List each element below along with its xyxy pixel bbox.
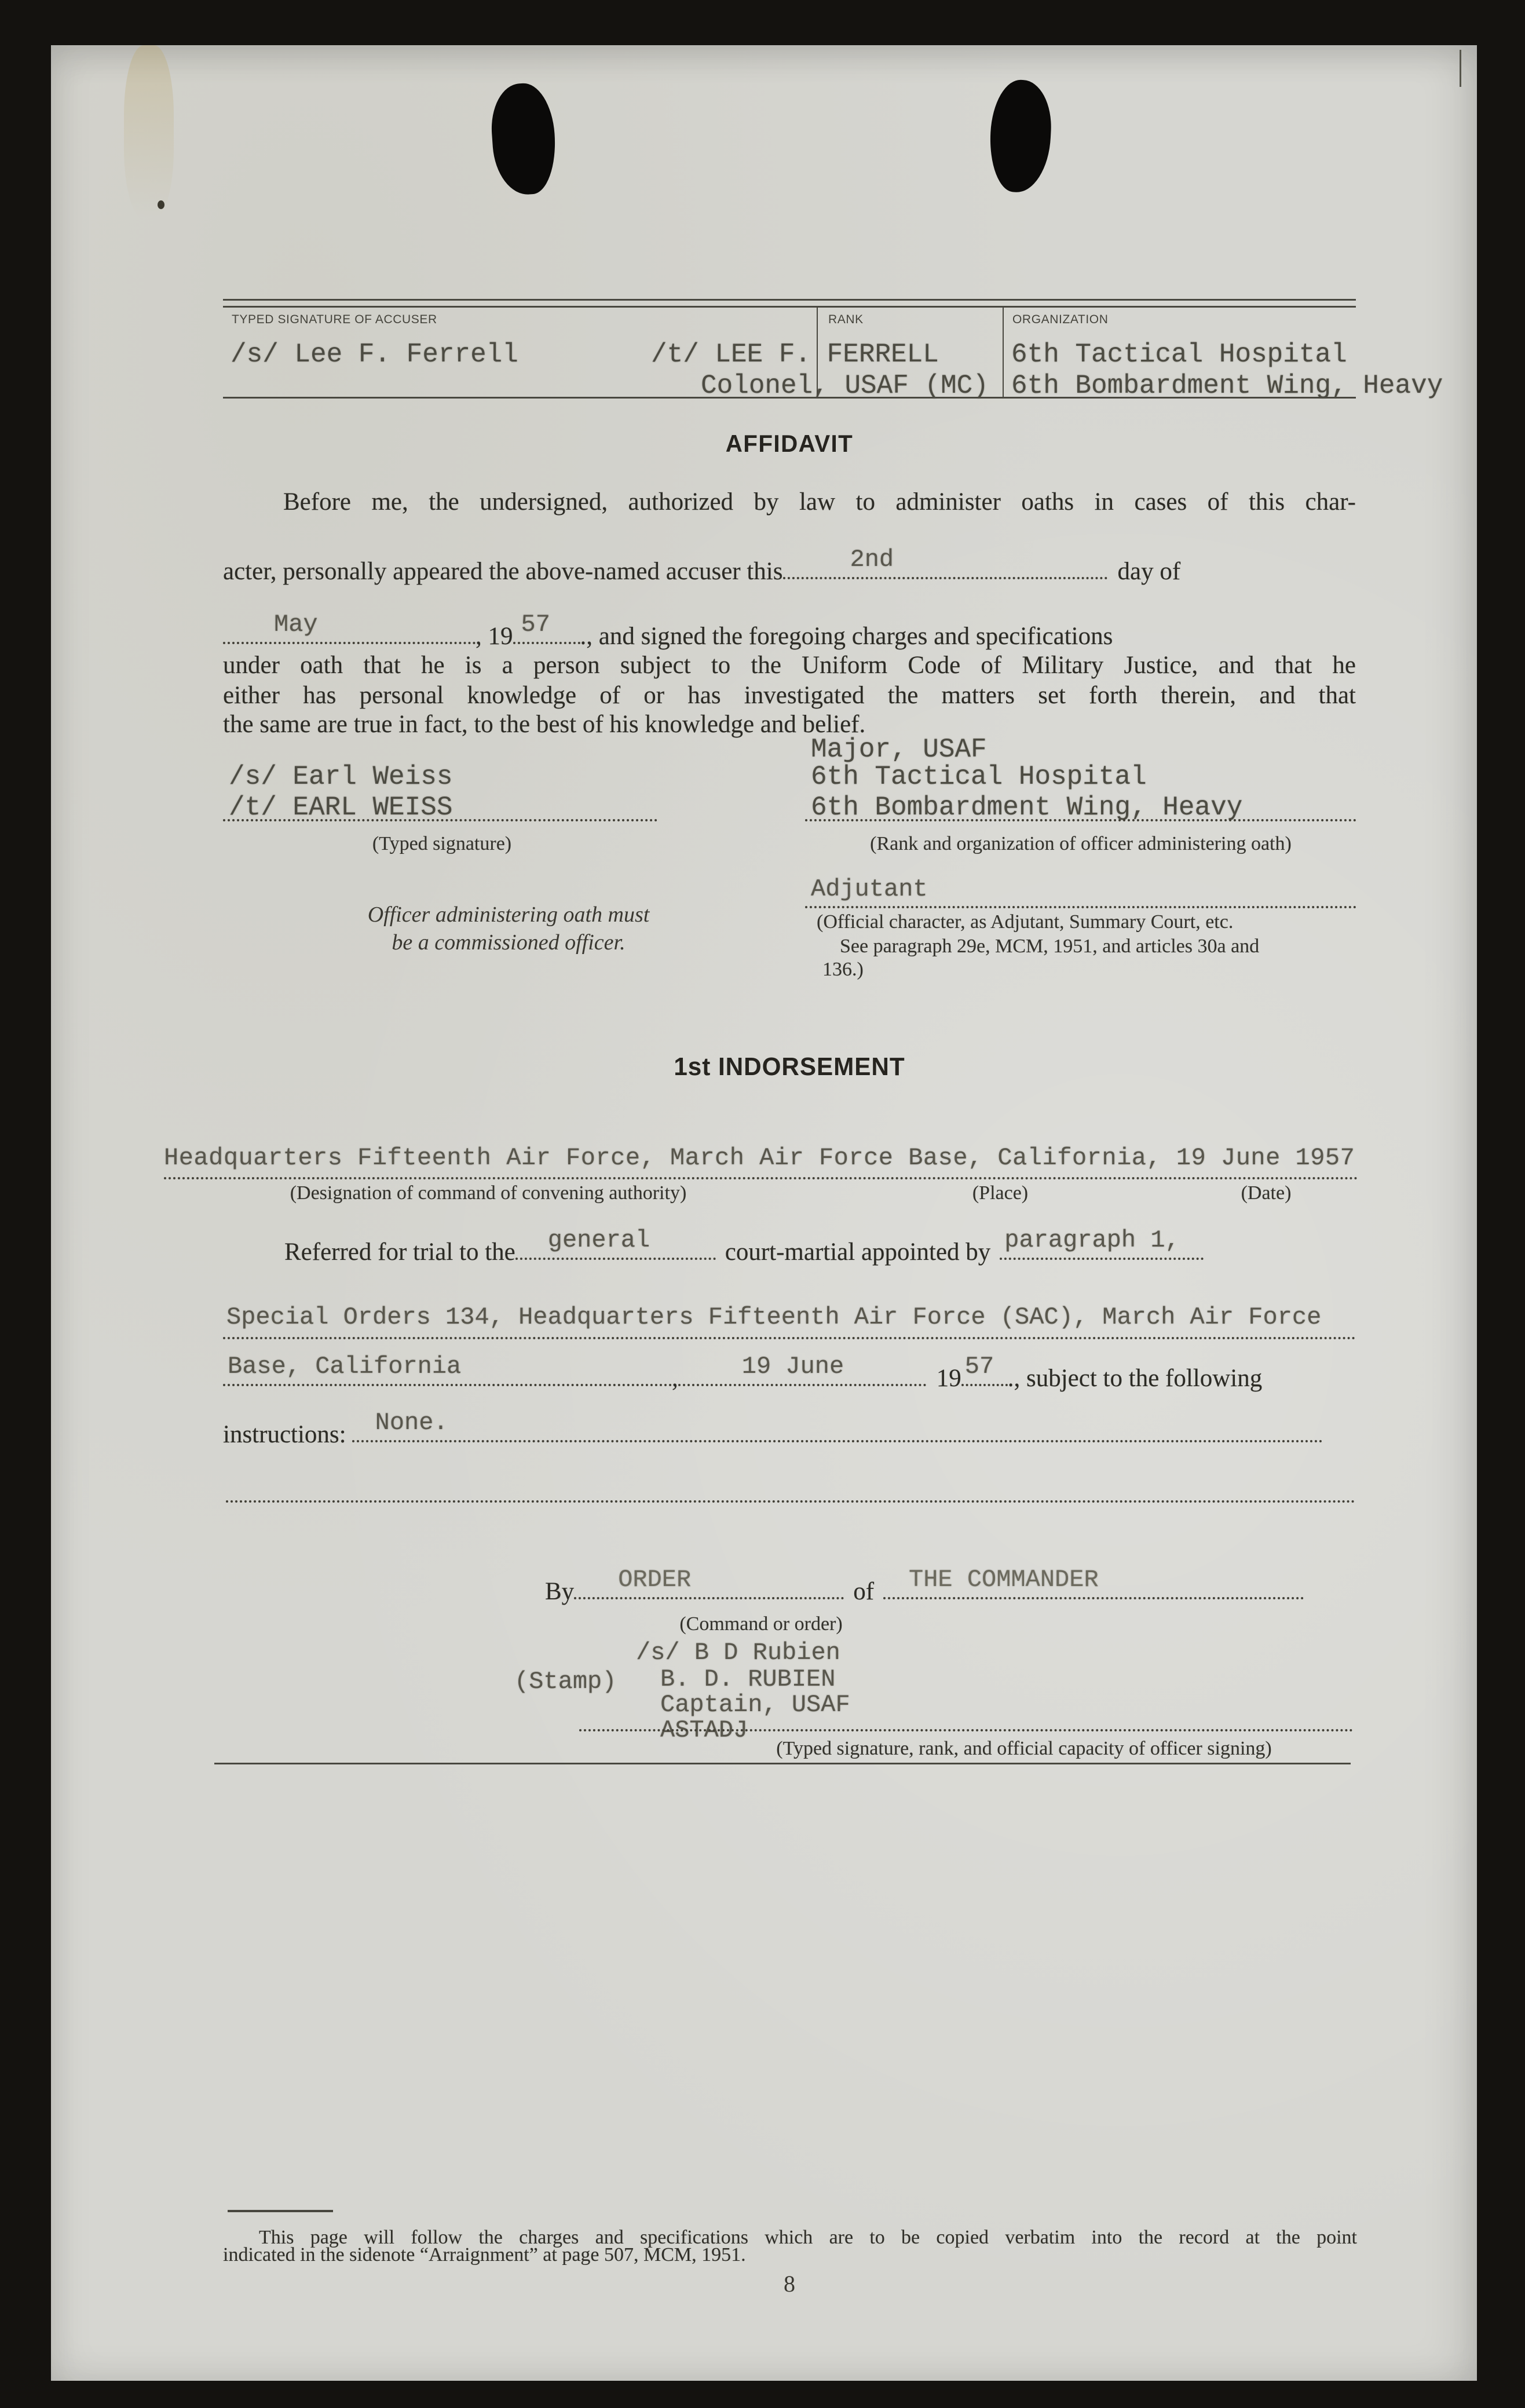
official-character-value: Adjutant [811,875,928,903]
comma-text: , [672,1365,678,1392]
accuser-signature-value: /s/ Lee F. Ferrell [231,339,518,370]
section-divider-rule [214,1763,1351,1764]
stamp-label: (Stamp) [514,1668,617,1696]
signing-dotted-rule [579,1729,1353,1731]
punch-hole-right [988,78,1054,193]
caption-place: (Place) [972,1182,1029,1204]
affidavit-line4: under oath that he is a person subject to the Uniform Code of Military Justice, and that he [223,652,1356,679]
officer-rank-line: Major, USAF [811,735,987,765]
instructions-line [223,1409,1356,1449]
officer-org-line1: 6th Tactical Hospital [811,762,1147,792]
by-fill-line [574,1566,844,1599]
edge-artifact [1460,50,1461,87]
caption-typed-signature: (Typed signature) [372,833,512,854]
commander-fill-line [883,1566,1304,1599]
place-fill-line [223,1353,672,1386]
by-order-line [545,1566,1304,1606]
page-number: 8 [784,2271,795,2297]
signing-signature: /s/ B D Rubien [636,1639,840,1667]
officer-typed-name: /t/ EARL WEISS [229,792,453,823]
instructions-fill-value: None. [375,1409,448,1437]
accuser-organization-line2: 6th Bombardment Wing, Heavy [1011,371,1443,401]
footnote-line2: indicated in the sidenote “Arraignment” at page 507, MCM, 1951. [223,2244,746,2266]
table-divider-org [1003,307,1004,397]
column-header-organization: ORGANIZATION [1012,313,1109,326]
year-printed-text: 19 [936,1365,961,1392]
instructions-fill-line [352,1409,1323,1442]
court-type-value: general [547,1226,650,1254]
affidavit-line3-mid: , 19 [476,623,513,650]
punch-hole-left [488,81,558,196]
rank-org-dotted-rule [805,819,1356,821]
affidavit-title: AFFIDAVIT [725,430,854,457]
indorsement-heading-dotted-rule [164,1177,1358,1179]
caption-official-character-3: 136.) [822,959,864,980]
affidavit-line6: the same are true in fact, to the best of his knowledge and belief. [223,711,866,738]
footnote-rule [228,2210,333,2212]
year2-fill-value: 57 [964,1353,994,1380]
by-label: By [545,1578,575,1605]
referred-line3 [223,1353,1356,1393]
orders-fill-value: Special Orders 134, Headquarters Fifteenth Air Force (SAC), March Air Force [226,1303,1322,1331]
orders-dotted-rule [223,1337,1356,1339]
officer-signature: /s/ Earl Weiss [229,762,453,792]
appointing-value: paragraph 1, [1004,1226,1180,1254]
signature-dotted-rule [223,819,657,821]
month-fill-line [223,611,476,644]
column-header-rank: RANK [828,313,864,326]
year2-fill-line [961,1353,1008,1386]
signing-typed-name: B. D. RUBIEN [660,1665,836,1693]
caption-signing: (Typed signature, rank, and official capacity of officer signing) [776,1738,1272,1759]
of-label: of [853,1578,875,1605]
date-fill-line [678,1353,926,1386]
caption-date: (Date) [1241,1182,1292,1204]
accuser-typed-name-value: /t/ LEE F. FERRELL [651,339,939,370]
column-header-signature: TYPED SIGNATURE OF ACCUSER [232,313,437,326]
affidavit-line3 [223,611,1356,651]
official-character-dotted-rule [805,906,1356,908]
year-fill-value: 57 [521,611,550,638]
signing-rank: Captain, USAF [660,1691,850,1719]
table-top-rule-b [223,306,1356,308]
day-fill-line [783,546,1107,579]
affidavit-line2-text: acter, personally appeared the above-named accuser this [223,558,783,585]
court-type-fill-line [515,1226,716,1260]
subject-text: ., subject to the following [1007,1365,1263,1392]
referred-text2: court-martial appointed by [725,1238,991,1266]
commander-fill-value: THE COMMANDER [909,1566,1099,1594]
footnote-line1: This page will follow the charges and specifications which are to be copied verbatim into the record at the point [259,2227,1357,2248]
indorsement-heading-value: Headquarters Fifteenth Air Force, March Air Force Base, California, 19 June 1957 [164,1144,1355,1172]
table-top-rule-a [223,299,1356,301]
caption-rank-organization: (Rank and organization of officer administering oath) [870,833,1292,854]
appointing-fill-line [1000,1226,1204,1260]
caption-designation: (Designation of command of convening authority) [290,1182,687,1204]
referred-line1 [223,1226,1356,1266]
paper-stain [124,45,174,219]
affidavit-line5: either has personal knowledge of or has investigated the matters set forth therein, and that [223,682,1356,709]
month-fill-value: May [274,611,318,638]
day-fill-value: 2nd [850,546,894,573]
by-fill-value: ORDER [618,1566,692,1594]
caption-command-or-order: (Command or order) [679,1613,843,1635]
continuation-dotted-rule [226,1500,1355,1503]
officer-org-line2: 6th Bombardment Wing, Heavy [811,792,1243,823]
instructions-label: instructions: [223,1421,346,1448]
indorsement-title: 1st INDORSEMENT [674,1053,905,1081]
date-fill-value: 19 June [741,1353,844,1380]
year-fill-line [513,611,580,644]
referred-text1: Referred for trial to the [284,1238,515,1266]
affidavit-line3-end: ., and signed the foregoing charges and specifications [580,623,1113,650]
affidavit-line2 [223,546,1356,586]
scanned-page [51,45,1477,2381]
accuser-organization-line1: 6th Tactical Hospital [1011,339,1347,370]
accuser-rank-value: Colonel, USAF (MC) [701,371,989,401]
place-fill-value: Base, California [228,1353,462,1380]
officer-note-line1: Officer administering oath must [367,902,650,927]
officer-note-line2: be a commissioned officer. [392,930,626,955]
caption-official-character-2: See paragraph 29e, MCM, 1951, and articles 30a and [840,936,1260,957]
affidavit-line1: Before me, the undersigned, authorized by law to administer oaths in cases of this char- [283,488,1356,516]
signing-capacity: ASTADJ [660,1716,748,1744]
caption-official-character-1: (Official character, as Adjutant, Summary Court, etc. [817,911,1234,933]
affidavit-line2-end: day of [1117,558,1181,585]
